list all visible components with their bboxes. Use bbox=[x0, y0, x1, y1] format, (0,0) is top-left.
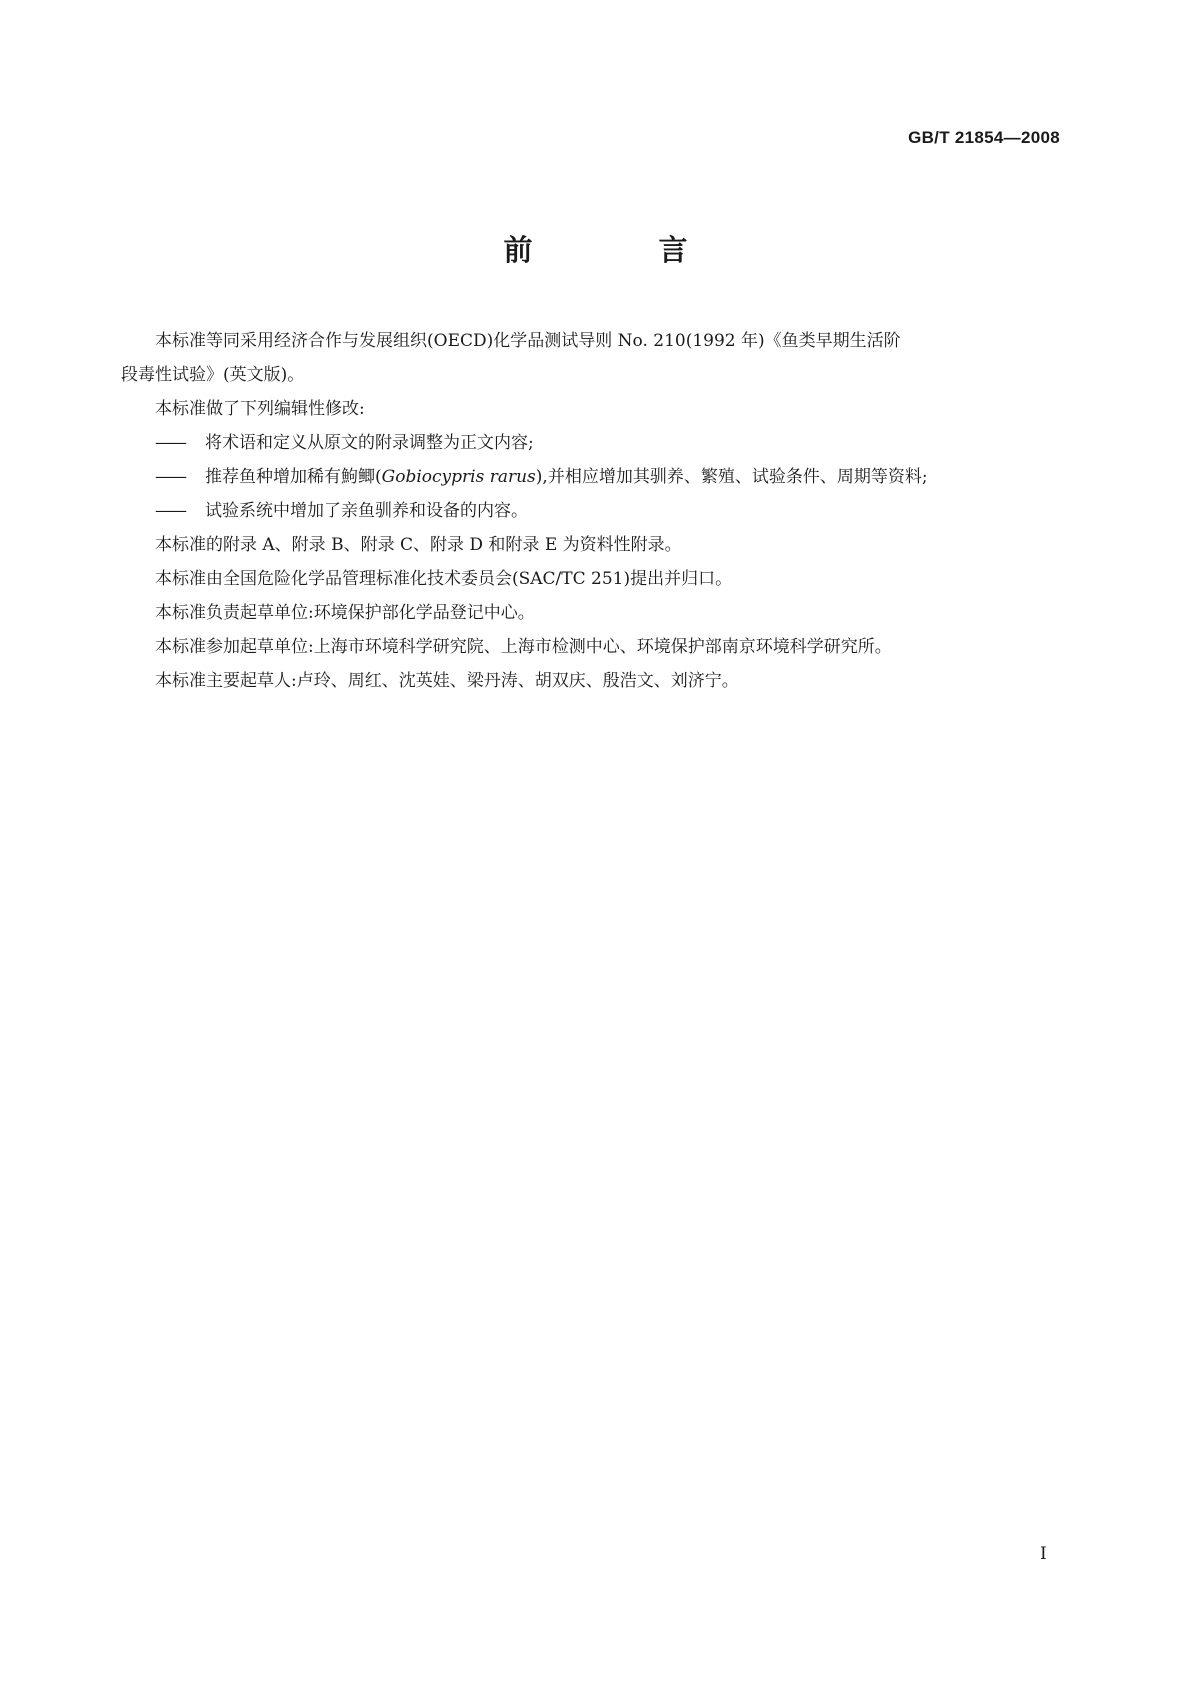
standard-number: GB/T 21854—2008 bbox=[908, 128, 1060, 147]
page-title: 前 言 bbox=[503, 233, 746, 267]
paragraph-responsible-drafter: 本标准负责起草单位:环境保护部化学品登记中心。 bbox=[155, 603, 535, 623]
modification-item-1-text: 将术语和定义从原文的附录调整为正文内容; bbox=[205, 433, 534, 453]
modification-item-2-text-post: ),并相应增加其驯养、繁殖、试验条件、周期等资料; bbox=[535, 467, 928, 487]
dash-marker: —— bbox=[155, 433, 185, 453]
modification-item-1 bbox=[121, 426, 1066, 460]
paragraph-adoption-line2: 段毒性试验》(英文版)。 bbox=[121, 365, 305, 385]
page-number: I bbox=[1040, 1544, 1047, 1564]
modification-item-2 bbox=[121, 460, 1066, 494]
dash-marker: —— bbox=[155, 501, 185, 521]
paragraph-main-drafters: 本标准主要起草人:卢玲、周红、沈英娃、梁丹涛、胡双庆、殷浩文、刘济宁。 bbox=[155, 671, 739, 691]
modification-item-2-text-pre: 推荐鱼种增加稀有鮈鲫( bbox=[205, 467, 382, 487]
paragraph-proposer: 本标准由全国危险化学品管理标准化技术委员会(SAC/TC 251)提出并归口。 bbox=[155, 569, 733, 589]
paragraph-adoption-line1: 本标准等同采用经济合作与发展组织(OECD)化学品测试导则 No. 210(1992 年)《鱼类早期生活阶 bbox=[155, 331, 901, 351]
modification-item-3 bbox=[121, 494, 1066, 528]
species-latin-name: Gobiocypris rarus bbox=[381, 467, 536, 487]
paragraph-modifications-intro: 本标准做了下列编辑性修改: bbox=[155, 399, 365, 419]
dash-marker: —— bbox=[155, 467, 185, 487]
modification-item-3-text: 试验系统中增加了亲鱼驯养和设备的内容。 bbox=[205, 501, 528, 521]
paragraph-participating-drafters: 本标准参加起草单位:上海市环境科学研究院、上海市检测中心、环境保护部南京环境科学研究所。 bbox=[155, 637, 892, 657]
paragraph-annexes: 本标准的附录 A、附录 B、附录 C、附录 D 和附录 E 为资料性附录。 bbox=[155, 535, 682, 555]
foreword-body bbox=[121, 324, 1066, 698]
